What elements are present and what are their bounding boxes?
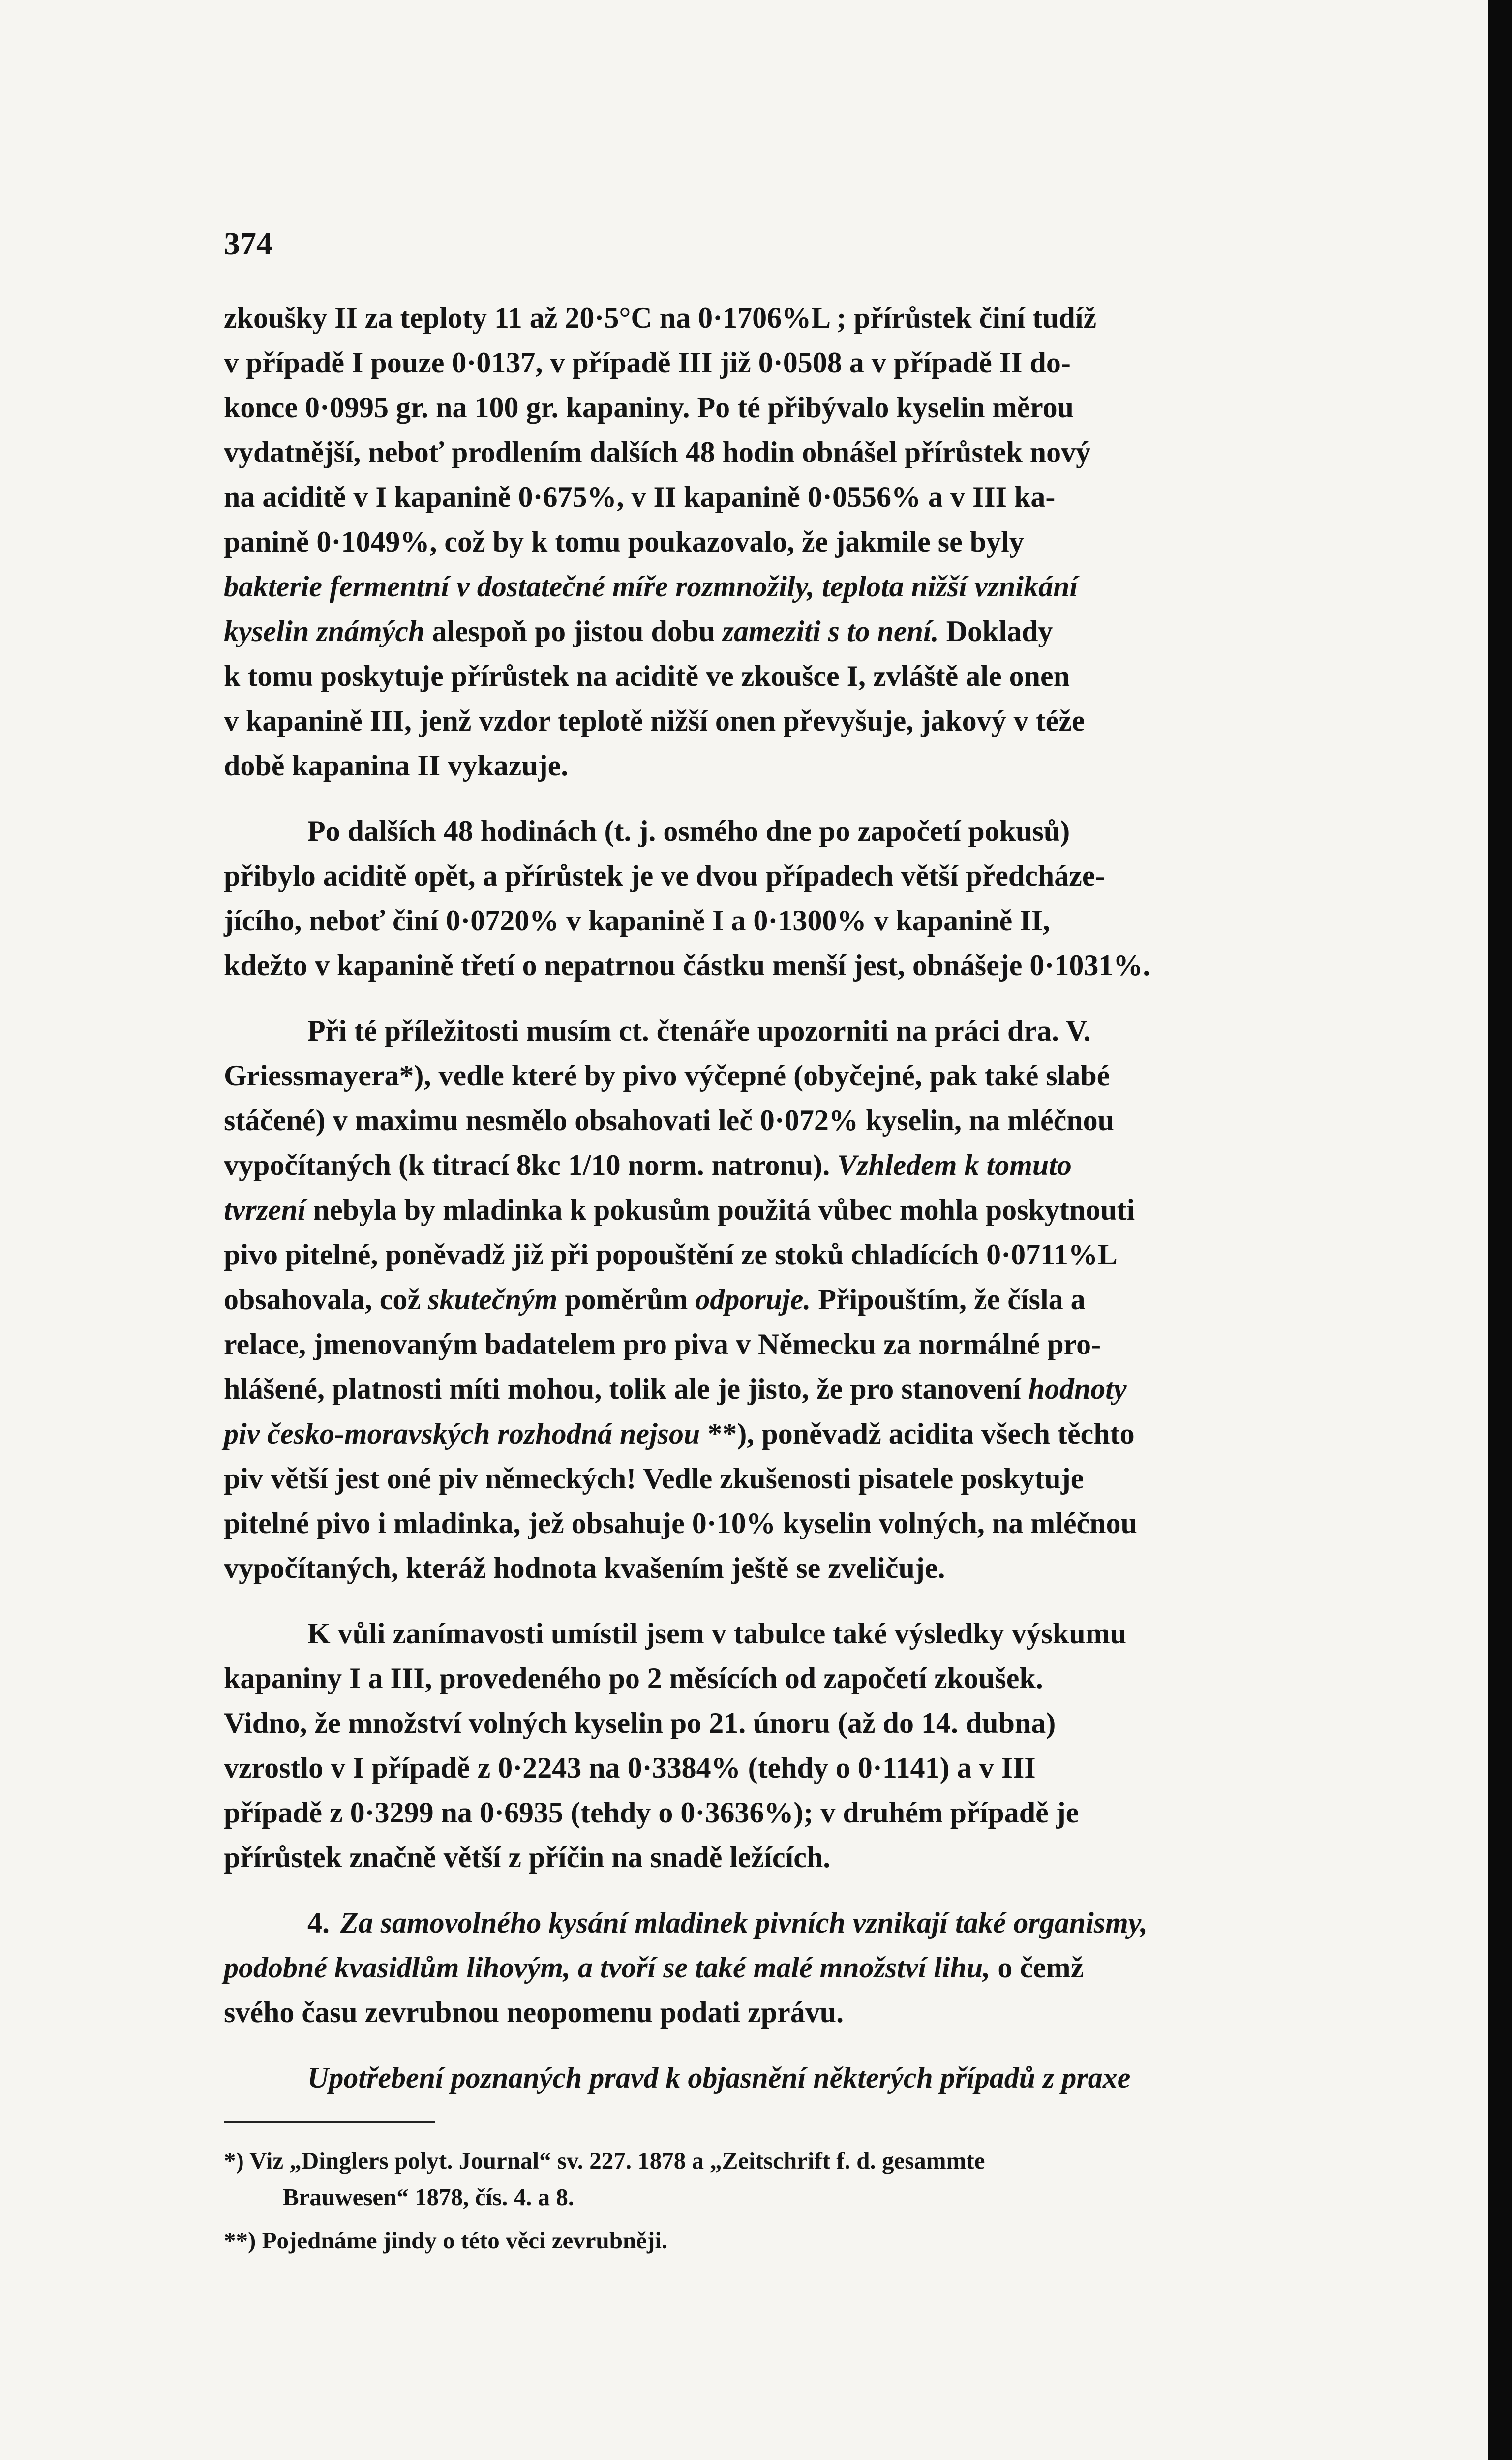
paragraph-1-text-end: Doklady k tomu poskytuje přírůstek na aciditě ve zkoušce I, zvláště ale onen v kapanině III, jenž vzdor teplotě nižší onen převyšuje, jakový v téže době kapanina II vykazuje.: [224, 615, 1085, 782]
paragraph-1: [224, 296, 1370, 788]
paragraph-2: Po dalších 48 hodinách (t. j. osmého dne po započetí pokusů) přibylo aciditě opět, a přírůstek je ve dvou případech větší předcháze- jícího, neboť činí 0·0720% v kapanině I a 0·1300% v kapanině II, kdežto v kapanině třetí o nepatrnou částku menší jest, obnášeje 0·1031%.: [224, 815, 1150, 982]
paragraph-4: K vůli zanímavosti umístil jsem v tabulce také výsledky výskumu kapaniny I a III, provedeného po 2 měsících od započetí zkoušek. Vidno, že množství volných kyselin po 21. únoru (až do 14. dubna) vzrostlo v I případě z 0·2243 na 0·3384% (tehdy o 0·1141) a v III případě z 0·3299 na 0·6935 (tehdy o 0·3636%); v druhém případě je přírůstek značně větší z příčin na snadě ležících.: [224, 1617, 1127, 1874]
paragraph-6: [224, 2056, 1370, 2100]
footnote-1: *) Viz „Dinglers polyt. Journal“ sv. 227. 1878 a „Zeitschrift f. d. gesammte Brauwesen“ 1878, čís. 4. a 8.: [224, 2147, 985, 2211]
page-number: 374: [224, 226, 272, 262]
paragraph-5-emphasis: Za samovolného kysání mladinek pivních vznikají také organismy, podobné kvasidlům lihovým, a tvoří se také malé množství lihu,: [224, 1906, 1148, 1984]
paragraph-3-emphasis-2: skutečným: [428, 1283, 558, 1316]
paragraph-3-text-mid-2: poměrům: [557, 1283, 696, 1316]
paragraph-3: [224, 1009, 1370, 1591]
paragraph-5-text: o čemž svého času zevrubnou neopomenu podati zprávu.: [224, 1951, 1084, 2029]
paragraph-1-emphasis-2: zameziti s to není.: [722, 615, 939, 647]
paragraph-5: [224, 1901, 1370, 2035]
paragraph-3-text: Při té příležitosti musím ct. čtenáře upozorniti na práci dra. V. Griessmayera*), vedle které by pivo výčepné (obyčejné, pak také slabé stáčené) v maximu nesmělo obsahovati leč 0·072% kyselin, na mléčnou vypočítaných (k titrací 8kc 1/10 norm. natronu).: [224, 1015, 1114, 1181]
paragraph-3-text-mid-3: Připouštím, že čísla a relace, jmenovaným badatelem pro piva v Německu za normálné pro- hlášené, platnosti míti mohou, tolik ale je jisto, že pro stanovení: [224, 1283, 1101, 1405]
paragraph-1-text-mid: alespoň po jistou dobu: [424, 615, 723, 647]
paragraph-3-text-mid: nebyla by mladinka k pokusům použitá vůbec mohla poskytnouti pivo pitelné, poněvadž již při popouštění ze stoků chladících 0·0711%L obsahovala, což: [224, 1194, 1135, 1316]
scan-border: [1488, 0, 1512, 2460]
section-number: 4.: [307, 1906, 330, 1939]
footnote-divider: [224, 2121, 435, 2123]
paragraph-3-emphasis: Vzhledem k tomuto tvrzení: [224, 1149, 1072, 1226]
footnote-2: **) Pojednáme jindy o této věci zevrubněji.: [224, 2227, 668, 2254]
paragraph-3-emphasis-4: hodnoty piv česko-moravských rozhodná nejsou: [224, 1373, 1127, 1450]
paragraph-3-text-end: **), poněvadž acidita všech těchto piv větší jest oné piv německých! Vedle zkušenosti pisatele poskytuje pitelné pivo i mladinka, jež obsahuje 0·10% kyselin volných, na mléčnou vypočítaných, kteráž hodnota kvašením ještě se zveličuje.: [224, 1417, 1137, 1584]
page-body: [224, 221, 1370, 2266]
paragraph-1-emphasis: bakterie fermentní v dostatečné míře rozmnožily, teplota nižší vznikání kyselin známých: [224, 570, 1078, 647]
paragraph-3-emphasis-3: odporuje.: [695, 1283, 811, 1316]
paragraph-1-text: zkoušky II za teploty 11 až 20·5°C na 0·1706%L ; přírůstek činí tudíž v případě I pouze 0·0137, v případě III již 0·0508 a v případě II do- konce 0·0995 gr. na 100 gr. kapaniny. Po té přibývalo kyselin měrou vydatnější, neboť prodlením dalších 48 hodin obnášel přírůstek nový na aciditě v I kapanině 0·675%, v II kapanině 0·0556% a v III ka- panině 0·1049%, což by k tomu poukazovalo, že jakmile se byly: [224, 302, 1097, 558]
paragraph-6-emphasis: Upotřebení poznaných pravd k objasnění některých případů z praxe: [307, 2061, 1131, 2094]
